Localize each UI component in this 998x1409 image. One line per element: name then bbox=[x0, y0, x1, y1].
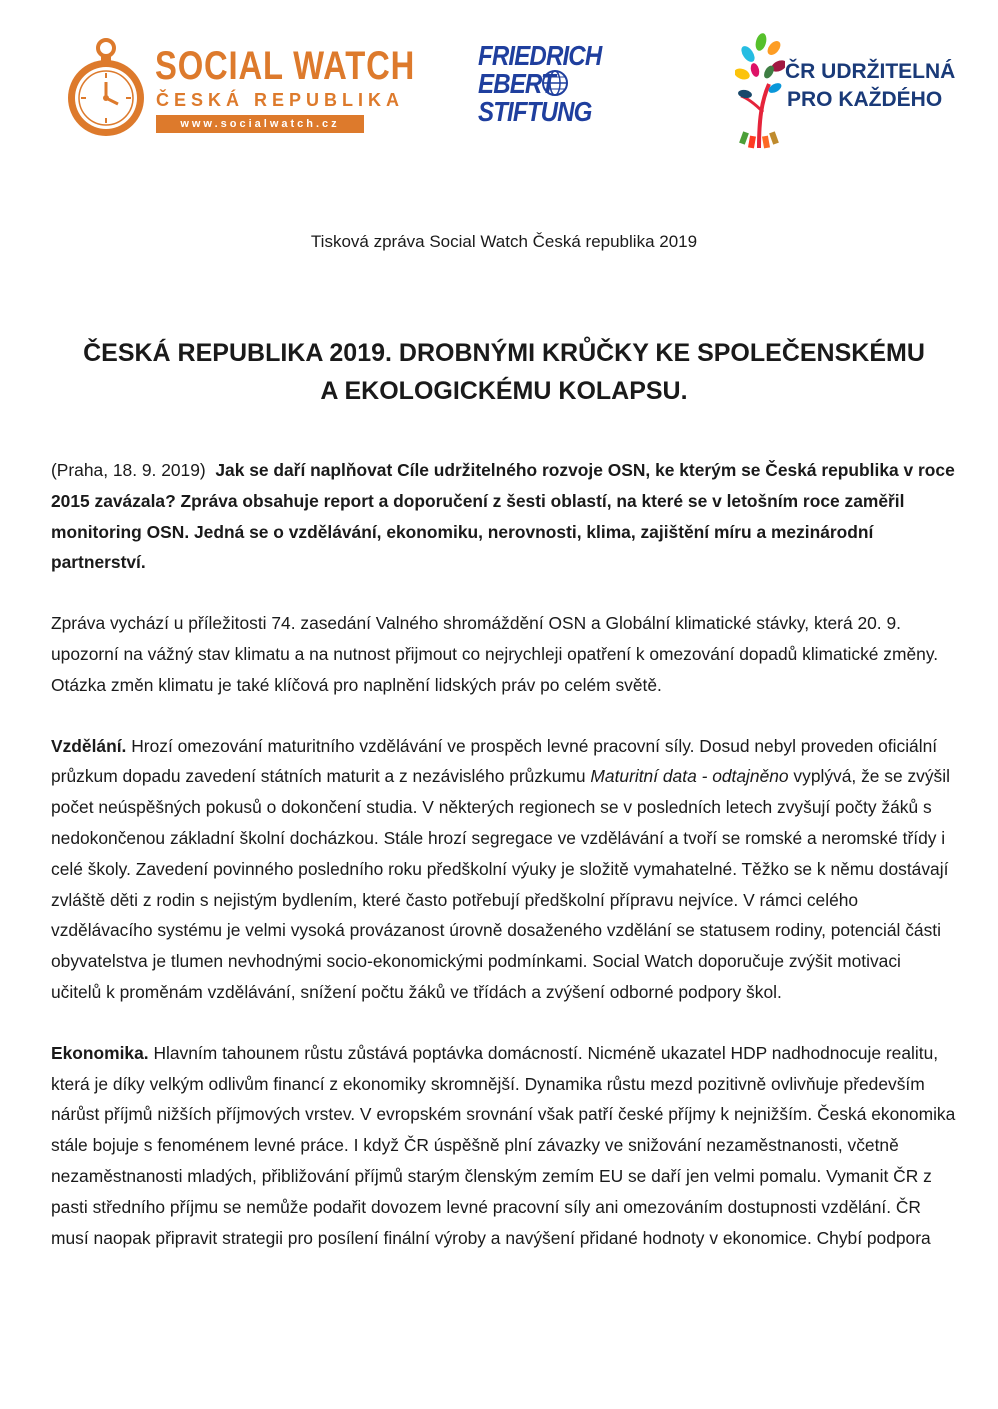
fes-line-1: FRIEDRICH bbox=[478, 40, 602, 71]
context-paragraph: Zpráva vychází u příležitosti 74. zasedání Valného shromáždění OSN a Globální klimatické stávky, která 20. 9. upozorní na vážný stav klimatu a na nutnost přijmout co nejrychleji opatření k omezování dopadů klimatické změny. Otázka změn klimatu je také klíčová pro naplnění lidských práv po celém světě. bbox=[51, 613, 939, 695]
economy-text: Hlavním tahounem růstu zůstává poptávka domácností. Nicméně ukazatel HDP nadhodnocuje realitu, která je díky velkým odlivům financí z ekonomiky skromnější. Dynamika růstu mezd pozitivně ovlivňuje především nárůst příjmů nižších příjmových vrstev. V evropském srovnání však patří české příjmy k nejnižším. Česká ekonomika stále bojuje s fenoménem levné práce. I když ČR úspěšně plní závazky ve snižování nezaměstnanosti, včetně nezaměstnanosti mladých, přibližování příjmů starým členským zemím EU se daří jen velmi pomalu. Vymanit ČR z pasti středního příjmu se nemůže podařit dovozem levné pracovní síly ani omezováním dostupnosti vzdělání. ČR musí naopak připravit strategii pro posílení finální výroby a navýšení přidané hodnoty v ekonomice. Chybí podpora bbox=[51, 1042, 956, 1248]
globe-icon bbox=[538, 68, 572, 98]
logo-bar bbox=[0, 28, 998, 158]
fes-line-2: EBERT bbox=[478, 68, 555, 99]
article-body bbox=[51, 455, 956, 1253]
social-watch-logo bbox=[60, 38, 416, 138]
economy-paragraph bbox=[51, 1038, 956, 1254]
lead-text: Jak se daří naplňovat Cíle udržitelného rozvoje OSN, ke kterým se Česká republika v roce 2015 zavázala? Zpráva obsahuje report a doporučení z šesti oblastí, na které se v letošním roce zaměřil monitoring OSN. Jedná se o vzdělávání, ekonomiku, nerovnosti, klima, zajištění míru a mezinárodní partnerství. bbox=[51, 460, 955, 573]
education-text-a: Hrozí omezování maturitního vzdělávání ve prospěch levné pracovní síly. Dosud nebyl proveden oficiální průzkum dopadu zavedení státních maturit a z nezávislého průzkumu bbox=[51, 735, 938, 787]
press-release-label: Tisková zpráva Social Watch Česká republika 2019 bbox=[310, 232, 698, 251]
survey-title: Maturitní data - odtajněno bbox=[590, 766, 789, 787]
title-line-2: A EKOLOGICKÉMU KOLAPSU. bbox=[320, 377, 688, 405]
pocket-watch-icon bbox=[60, 38, 152, 138]
dateline: (Praha, 18. 9. 2019) bbox=[51, 460, 206, 480]
cr-logo-line-2: PRO KAŽDÉHO bbox=[787, 88, 943, 111]
sdg-tree-icon bbox=[735, 32, 785, 150]
social-watch-subtitle: ČESKÁ REPUBLIKA bbox=[156, 90, 405, 110]
intro-paragraph bbox=[51, 455, 956, 578]
title-line-1: ČESKÁ REPUBLIKA 2019. DROBNÝMI KRŮČKY KE SPOLEČENSKÉMU bbox=[83, 339, 925, 367]
social-watch-title: SOCIAL WATCH bbox=[155, 44, 416, 88]
education-heading: Vzdělání. bbox=[51, 735, 127, 756]
cr-sustainable-logo bbox=[735, 32, 975, 150]
social-watch-url: www.socialwatch.cz bbox=[156, 115, 364, 133]
education-text-b: vyplývá, že se zvýšil počet neúspěšných pokusů o dokončení studia. V některých regionech se v posledních letech zvyšují počty žáků s nedokončenou základní školní docházkou. Stále hrozí segregace ve vzdělávání a tvoří se romské a neromské třídy i celé školy. Zavedení povinného posledního roku předškolní výuky je složitě vymahatelné. Těžko se k němu dostávají zvláště děti z rodin s nejistým bydlením, které často potřebují předškolní přípravu nejvíce. V rámci celého vzdělávacího systému je velmi vysoká provázanost úrovně dosaženého vzdělání se statusem rodiny, potenciál části obyvatelstva je tlumen nevhodnými socio-ekonomickými podmínkami. Social Watch doporučuje zvýšit motivaci učitelů k proměnám vzdělávání, snížení počtu žáků ve třídách a zvýšení odborné podpory škol. bbox=[51, 766, 950, 1002]
page-title bbox=[40, 334, 968, 410]
education-paragraph bbox=[51, 731, 956, 1008]
fes-logo bbox=[478, 42, 628, 132]
cr-logo-line-1: ČR UDRŽITELNÁ bbox=[785, 60, 956, 83]
economy-heading: Ekonomika. bbox=[51, 1042, 149, 1063]
fes-line-3: STIFTUNG bbox=[478, 96, 592, 127]
